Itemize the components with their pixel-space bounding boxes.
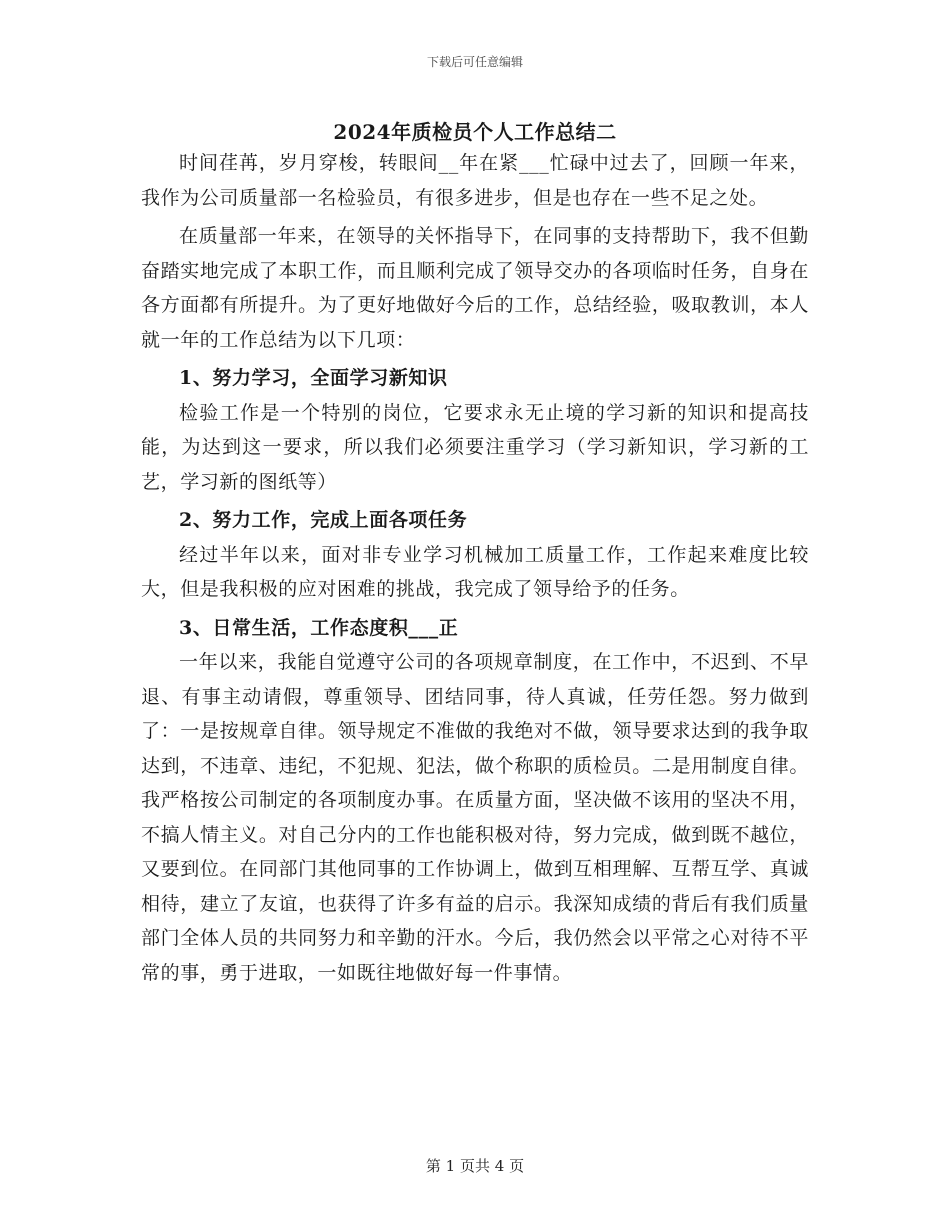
page-footer-number: 第 1 页共 4 页 [425,1157,525,1175]
section-2-paragraph: 经过半年以来，面对非专业学习机械加工质量工作，工作起来难度比较大，但是我积极的应对困难的挑战，我完成了领导给予的任务。 [141,543,809,600]
intro-paragraph-2: 在质量部一年来，在领导的关怀指导下，在同事的支持帮助下，我不但勤奋踏实地完成了本职工作，而且顺利完成了领导交办的各项临时任务，自身在各方面都有所提升。为了更好地做好今后的工作，总结经验，吸取教训，本人就一年的工作总结为以下几项： [141,225,809,351]
document-title: 2024年质检员个人工作总结二 [333,120,617,144]
section-3-paragraph: 一年以来，我能自觉遵守公司的各项规章制度，在工作中，不迟到、不早退、有事主动请假，尊重领导、团结同事，待人真诚，任劳任怨。努力做到了：一是按规章自律。领导规定不准做的我绝对不做，领导要求达到的我争取达到，不违章、违纪，不犯规、犯法，做个称职的质检员。二是用制度自律。我严格按公司制定的各项制度办事。在质量方面，坚决做不该用的坚决不用，不搞人情主义。对自己分内的工作也能积极对待，努力完成，做到既不越位，又要到位。在同部门其他同事的工作协调上，做到互相理解、互帮互学、真诚相待，建立了友谊，也获得了许多有益的启示。我深知成绩的背后有我们质量部门全体人员的共同努力和辛勤的汗水。今后，我仍然会以平常之心对待不平常的事，勇于进取，一如既往地做好每一件事情。 [141,651,809,984]
section-3-heading: 3、日常生活，工作态度积___正 [179,616,459,639]
section-2-heading: 2、努力工作，完成上面各项任务 [179,509,468,531]
section-1-paragraph: 检验工作是一个特别的岗位，它要求永无止境的学习新的知识和提高技能，为达到这一要求，所以我们必须要注重学习（学习新知识，学习新的工艺，学习新的图纸等） [141,401,809,493]
document-body [141,146,809,990]
page-header-note: 下载后可任意编辑 [426,55,523,69]
intro-paragraph-1: 时间荏苒，岁月穿梭，转眼间__年在紧___忙碌中过去了，回顾一年来，我作为公司质量部一名检验员，有很多进步，但是也存在一些不足之处。 [141,152,809,209]
section-1-heading: 1、努力学习，全面学习新知识 [179,367,448,389]
